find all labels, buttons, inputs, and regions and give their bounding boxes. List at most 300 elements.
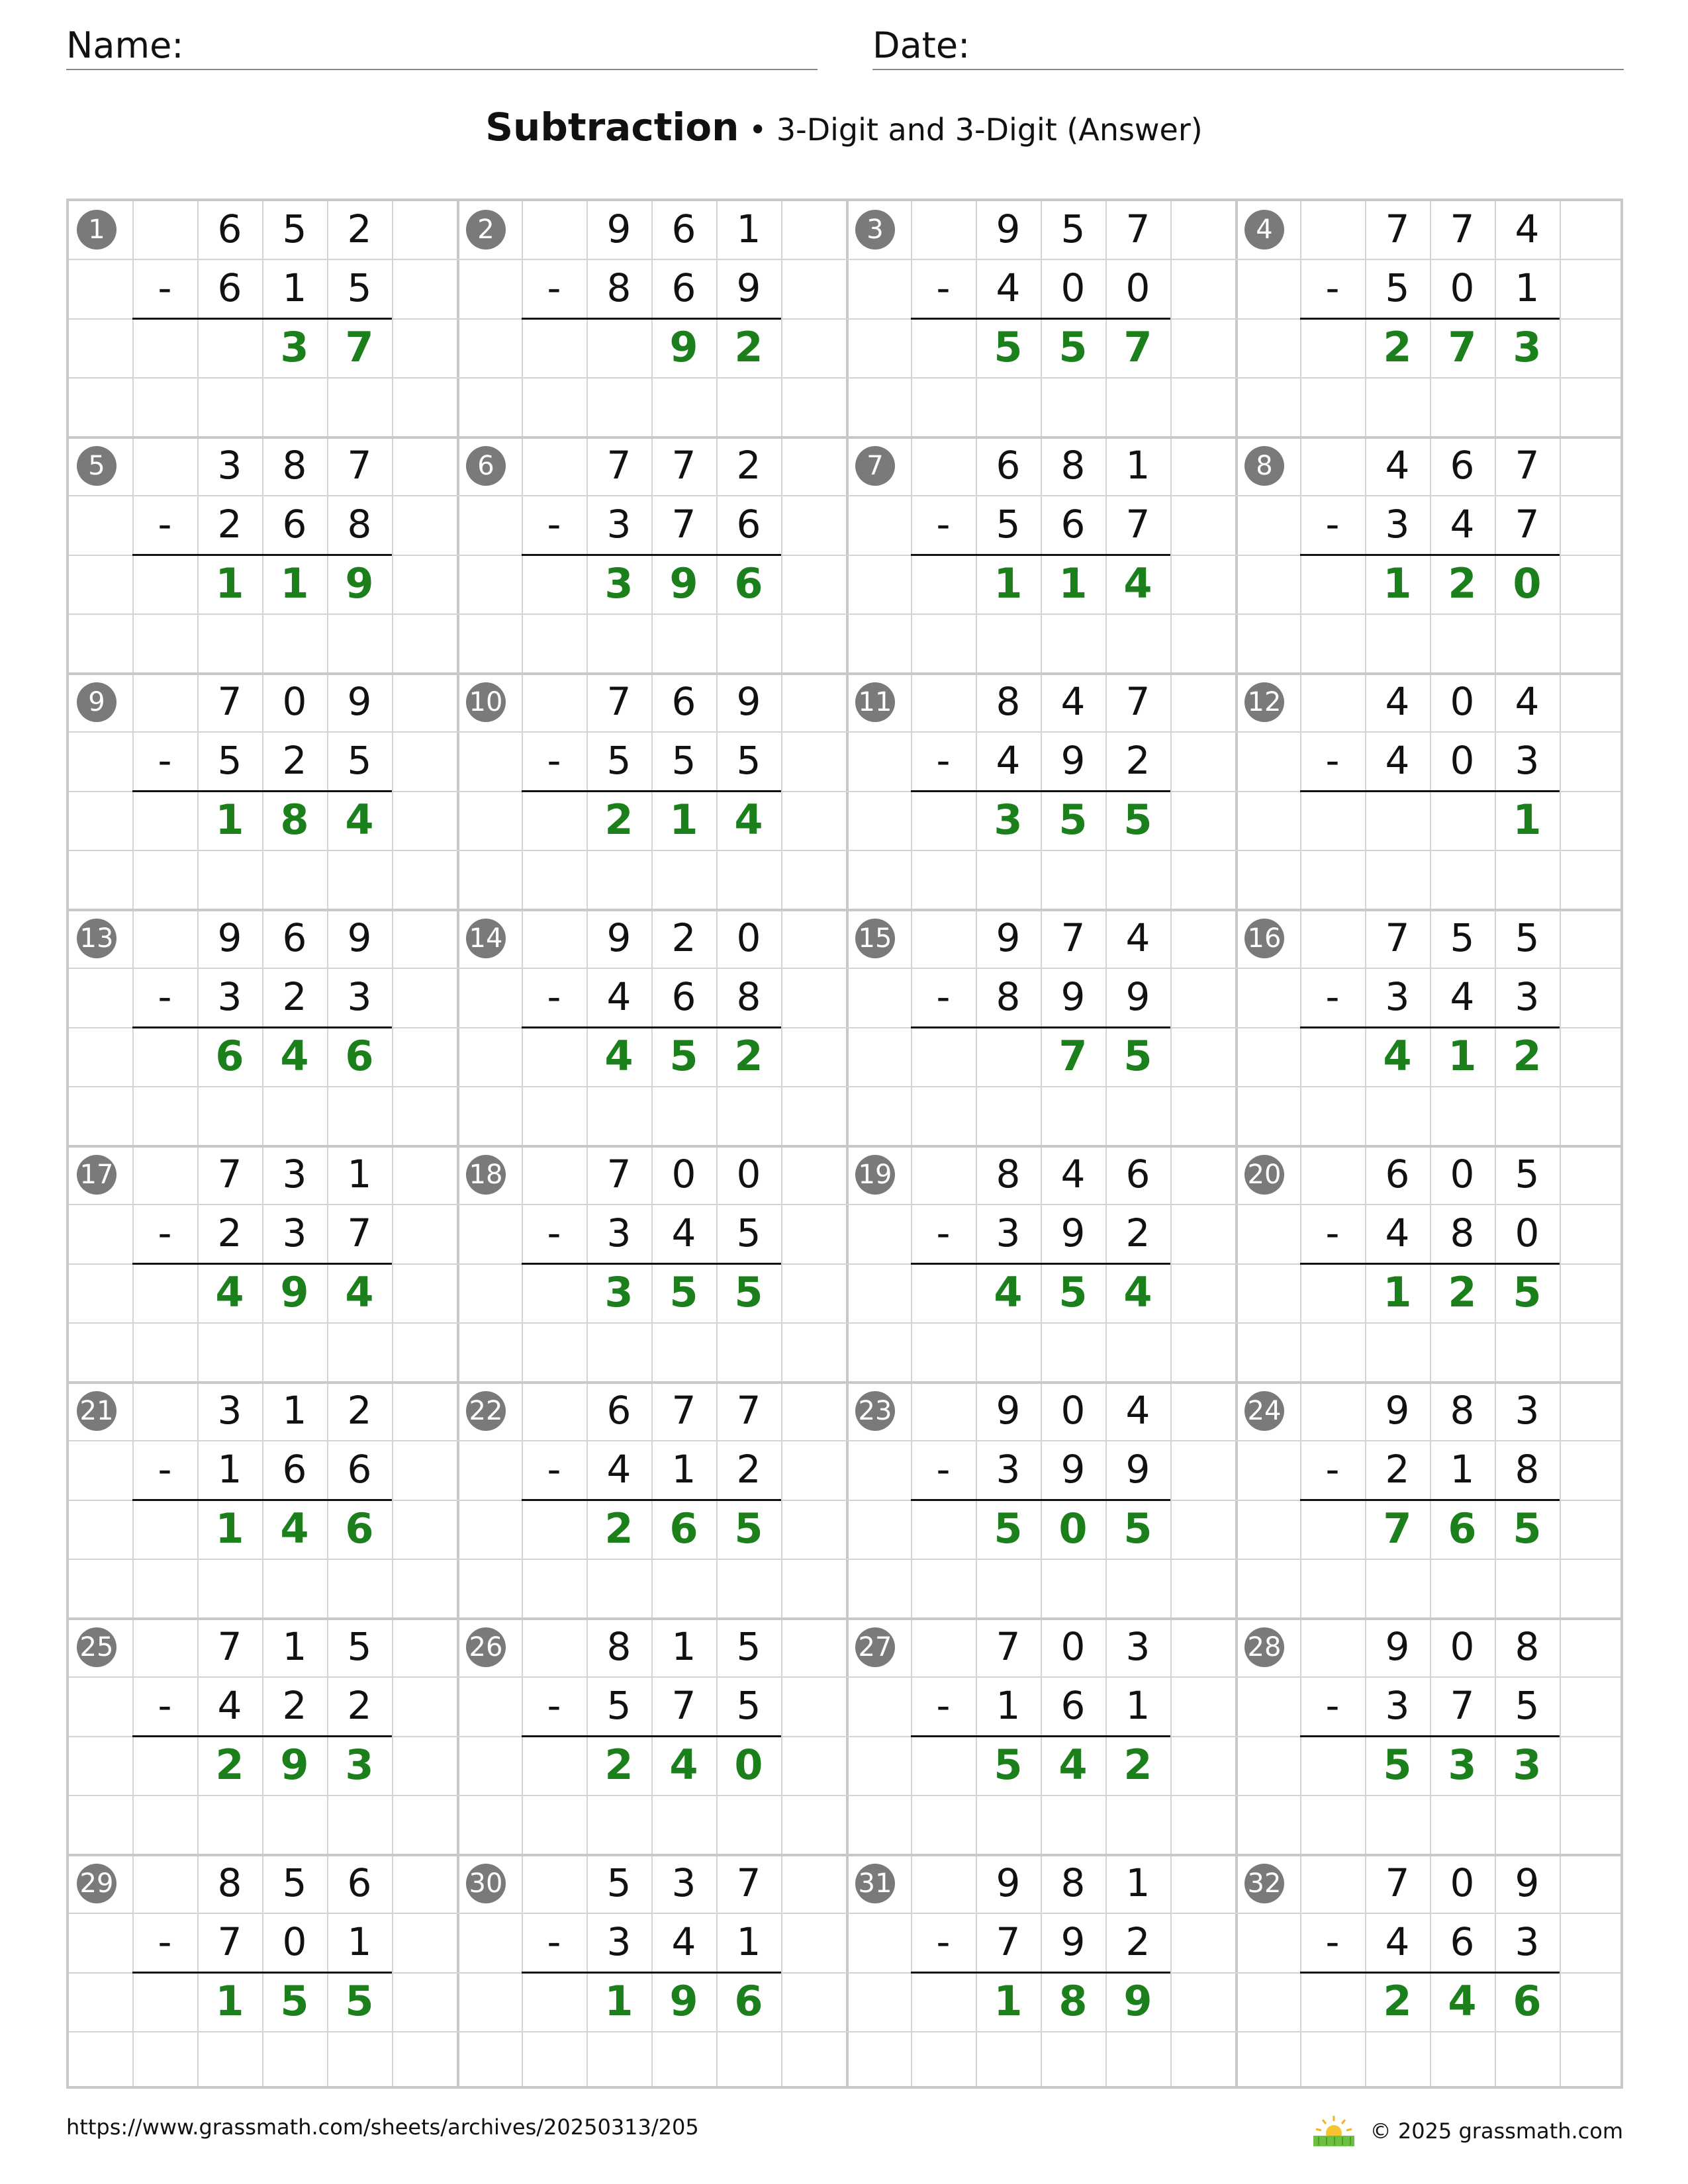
answer-digit: 5 bbox=[994, 1504, 1023, 1553]
minuend-digit: 7 bbox=[1385, 206, 1410, 251]
subtrahend-digit: 3 bbox=[217, 974, 242, 1019]
answer-digit: 5 bbox=[1058, 323, 1088, 371]
problem bbox=[1235, 436, 1624, 672]
problem bbox=[1235, 200, 1624, 436]
problem bbox=[1235, 1145, 1624, 1381]
problem bbox=[846, 1381, 1235, 1617]
problem bbox=[68, 909, 457, 1145]
subtrahend-digit: 8 bbox=[606, 265, 632, 310]
subtrahend-digit: 3 bbox=[606, 502, 632, 547]
minuend-digit: 9 bbox=[1515, 1860, 1540, 1905]
answer-digit: 1 bbox=[1058, 559, 1088, 608]
answer-digit: 3 bbox=[1513, 323, 1542, 371]
minus-sign: - bbox=[547, 738, 561, 783]
problem-number-badge: 28 bbox=[1244, 1627, 1284, 1667]
answer-digit: 5 bbox=[1513, 1268, 1542, 1316]
subtrahend-digit: 6 bbox=[347, 1447, 372, 1492]
subtrahend-digit: 0 bbox=[1125, 265, 1150, 310]
answer-digit: 4 bbox=[1123, 1268, 1152, 1316]
answer-digit: 5 bbox=[280, 1977, 309, 2025]
minuend-digit: 9 bbox=[996, 206, 1021, 251]
subtrahend-digit: 2 bbox=[282, 738, 307, 783]
answer-digit: 3 bbox=[280, 323, 309, 371]
minuend-digit: 4 bbox=[1060, 1152, 1086, 1197]
answer-digit: 1 bbox=[215, 559, 244, 608]
answer-digit: 3 bbox=[994, 796, 1023, 844]
minuend-digit: 7 bbox=[1125, 206, 1150, 251]
problem-number-badge: 2 bbox=[466, 210, 506, 250]
subtrahend-digit: 9 bbox=[736, 265, 761, 310]
subtrahend-digit: 4 bbox=[1385, 1919, 1410, 1964]
answer-digit: 2 bbox=[604, 796, 633, 844]
subtrahend-digit: 0 bbox=[1450, 738, 1475, 783]
footer-copyright-block bbox=[1311, 2115, 1623, 2148]
problem-number-badge: 18 bbox=[466, 1155, 506, 1195]
minuend-digit: 6 bbox=[282, 915, 307, 960]
subtrahend-digit: 1 bbox=[347, 1919, 372, 1964]
minuend-digit: 6 bbox=[1450, 443, 1475, 488]
subtrahend-digit: 2 bbox=[736, 1447, 761, 1492]
subtrahend-digit: 4 bbox=[606, 974, 632, 1019]
answer-digit: 4 bbox=[1383, 1032, 1412, 1080]
answer-digit: 1 bbox=[1383, 1268, 1412, 1316]
subtrahend-digit: 9 bbox=[1125, 1447, 1150, 1492]
subtrahend-digit: 6 bbox=[736, 502, 761, 547]
minuend-digit: 0 bbox=[671, 1152, 696, 1197]
subtrahend-digit: 9 bbox=[1125, 974, 1150, 1019]
problem-number-badge: 31 bbox=[855, 1864, 895, 1903]
answer-digit: 9 bbox=[345, 559, 374, 608]
subtrahend-digit: 5 bbox=[1515, 1683, 1540, 1728]
minuend-digit: 5 bbox=[1515, 915, 1540, 960]
minuend-digit: 6 bbox=[606, 1388, 632, 1433]
answer-digit: 9 bbox=[280, 1268, 309, 1316]
minuend-digit: 0 bbox=[1450, 1860, 1475, 1905]
subtrahend-digit: 2 bbox=[217, 502, 242, 547]
problem bbox=[68, 1381, 457, 1617]
problem-number-badge: 11 bbox=[855, 682, 895, 722]
answer-digit: 1 bbox=[1513, 796, 1542, 844]
minuend-digit: 9 bbox=[217, 915, 242, 960]
subtrahend-digit: 4 bbox=[1450, 974, 1475, 1019]
answer-digit: 3 bbox=[345, 1741, 374, 1789]
minuend-digit: 9 bbox=[347, 915, 372, 960]
minuend-digit: 9 bbox=[736, 679, 761, 724]
minuend-digit: 1 bbox=[1125, 1860, 1150, 1905]
minuend-digit: 5 bbox=[1515, 1152, 1540, 1197]
minuend-digit: 1 bbox=[736, 206, 761, 251]
subtrahend-digit: 2 bbox=[282, 1683, 307, 1728]
answer-digit: 5 bbox=[1058, 1268, 1088, 1316]
problem bbox=[457, 1854, 846, 2090]
minuend-digit: 5 bbox=[282, 206, 307, 251]
subtrahend-digit: 6 bbox=[217, 265, 242, 310]
subtrahend-digit: 1 bbox=[282, 265, 307, 310]
minus-sign: - bbox=[1325, 1447, 1340, 1492]
problem bbox=[457, 672, 846, 909]
answer-digit: 9 bbox=[669, 323, 698, 371]
minus-sign: - bbox=[158, 738, 172, 783]
minus-sign: - bbox=[547, 502, 561, 547]
answer-digit: 3 bbox=[1448, 1741, 1477, 1789]
subtrahend-digit: 3 bbox=[606, 1919, 632, 1964]
minuend-digit: 0 bbox=[282, 679, 307, 724]
answer-digit: 0 bbox=[734, 1741, 763, 1789]
problem-number-badge: 29 bbox=[77, 1864, 117, 1903]
minus-sign: - bbox=[547, 1210, 561, 1255]
answer-digit: 1 bbox=[280, 559, 309, 608]
subtrahend-digit: 7 bbox=[347, 1210, 372, 1255]
minuend-digit: 8 bbox=[282, 443, 307, 488]
subtrahend-digit: 3 bbox=[1385, 1683, 1410, 1728]
answer-digit: 2 bbox=[1383, 323, 1412, 371]
date-label: Date: bbox=[872, 24, 970, 66]
minus-sign: - bbox=[547, 1447, 561, 1492]
problem bbox=[68, 672, 457, 909]
subtrahend-digit: 2 bbox=[1385, 1447, 1410, 1492]
minuend-digit: 0 bbox=[736, 1152, 761, 1197]
subtrahend-digit: 5 bbox=[217, 738, 242, 783]
answer-digit: 7 bbox=[1058, 1032, 1088, 1080]
problem-number-badge: 22 bbox=[466, 1391, 506, 1431]
name-line bbox=[66, 69, 818, 70]
answer-digit: 2 bbox=[604, 1741, 633, 1789]
subtrahend-digit: 1 bbox=[1125, 1683, 1150, 1728]
minuend-digit: 7 bbox=[671, 443, 696, 488]
sun-over-grass-icon bbox=[1311, 2115, 1357, 2148]
problem-number-badge: 13 bbox=[77, 919, 117, 958]
problem-number-badge: 8 bbox=[1244, 446, 1284, 486]
minuend-digit: 4 bbox=[1385, 679, 1410, 724]
minuend-digit: 6 bbox=[1385, 1152, 1410, 1197]
subtrahend-digit: 6 bbox=[282, 502, 307, 547]
answer-digit: 6 bbox=[1448, 1504, 1477, 1553]
minuend-digit: 7 bbox=[217, 1152, 242, 1197]
subtrahend-digit: 3 bbox=[282, 1210, 307, 1255]
subtrahend-digit: 5 bbox=[1385, 265, 1410, 310]
minuend-digit: 9 bbox=[996, 1860, 1021, 1905]
answer-digit: 4 bbox=[1448, 1977, 1477, 2025]
minus-sign: - bbox=[1325, 502, 1340, 547]
minus-sign: - bbox=[547, 1683, 561, 1728]
subtrahend-digit: 9 bbox=[1060, 738, 1086, 783]
answer-digit: 5 bbox=[1513, 1504, 1542, 1553]
subtrahend-digit: 2 bbox=[282, 974, 307, 1019]
subtrahend-digit: 3 bbox=[606, 1210, 632, 1255]
minuend-digit: 1 bbox=[671, 1624, 696, 1669]
subtrahend-digit: 3 bbox=[996, 1210, 1021, 1255]
problem-number-badge: 19 bbox=[855, 1155, 895, 1195]
answer-digit: 3 bbox=[604, 559, 633, 608]
answer-digit: 2 bbox=[1513, 1032, 1542, 1080]
minuend-digit: 3 bbox=[671, 1860, 696, 1905]
minus-sign: - bbox=[1325, 265, 1340, 310]
title-subtitle: • 3-Digit and 3-Digit (Answer) bbox=[739, 112, 1203, 148]
footer-url: https://www.grassmath.com/sheets/archives/20250313/205 bbox=[66, 2115, 699, 2140]
subtrahend-digit: 6 bbox=[671, 974, 696, 1019]
problem bbox=[68, 200, 457, 436]
answer-digit: 1 bbox=[994, 1977, 1023, 2025]
minus-sign: - bbox=[936, 1683, 951, 1728]
problem bbox=[68, 1145, 457, 1381]
minuend-digit: 8 bbox=[996, 679, 1021, 724]
subtrahend-digit: 5 bbox=[347, 265, 372, 310]
subtrahend-digit: 1 bbox=[217, 1447, 242, 1492]
subtrahend-digit: 4 bbox=[1450, 502, 1475, 547]
answer-digit: 3 bbox=[1513, 1741, 1542, 1789]
subtrahend-digit: 2 bbox=[347, 1683, 372, 1728]
answer-digit: 8 bbox=[1058, 1977, 1088, 2025]
minus-sign: - bbox=[936, 1210, 951, 1255]
subtrahend-digit: 8 bbox=[1450, 1210, 1475, 1255]
subtrahend-digit: 6 bbox=[671, 265, 696, 310]
problem-number-badge: 10 bbox=[466, 682, 506, 722]
minuend-digit: 3 bbox=[217, 1388, 242, 1433]
subtrahend-digit: 6 bbox=[282, 1447, 307, 1492]
problem bbox=[68, 436, 457, 672]
subtrahend-digit: 8 bbox=[996, 974, 1021, 1019]
problem-number-badge: 14 bbox=[466, 919, 506, 958]
subtrahend-digit: 4 bbox=[606, 1447, 632, 1492]
minuend-digit: 8 bbox=[1450, 1388, 1475, 1433]
subtrahend-digit: 8 bbox=[1515, 1447, 1540, 1492]
minus-sign: - bbox=[936, 1447, 951, 1492]
name-field[interactable] bbox=[66, 24, 818, 70]
answer-digit: 4 bbox=[280, 1504, 309, 1553]
problem-number-badge: 4 bbox=[1244, 210, 1284, 250]
answer-digit: 5 bbox=[734, 1268, 763, 1316]
subtrahend-digit: 9 bbox=[1060, 1447, 1086, 1492]
minuend-digit: 7 bbox=[606, 443, 632, 488]
minuend-digit: 7 bbox=[217, 1624, 242, 1669]
subtrahend-digit: 5 bbox=[736, 1210, 761, 1255]
subtrahend-digit: 1 bbox=[1450, 1447, 1475, 1492]
answer-digit: 4 bbox=[345, 796, 374, 844]
problem bbox=[457, 909, 846, 1145]
answer-digit: 2 bbox=[734, 323, 763, 371]
problem bbox=[457, 1617, 846, 1854]
minuend-digit: 9 bbox=[606, 206, 632, 251]
minuend-digit: 7 bbox=[996, 1624, 1021, 1669]
minus-sign: - bbox=[936, 265, 951, 310]
minuend-digit: 8 bbox=[1515, 1624, 1540, 1669]
worksheet-title bbox=[0, 105, 1688, 150]
minuend-digit: 1 bbox=[282, 1624, 307, 1669]
answer-digit: 9 bbox=[669, 559, 698, 608]
problem bbox=[846, 200, 1235, 436]
subtrahend-digit: 0 bbox=[1515, 1210, 1540, 1255]
problem-number-badge: 27 bbox=[855, 1627, 895, 1667]
problem bbox=[1235, 909, 1624, 1145]
answer-digit: 2 bbox=[1448, 559, 1477, 608]
subtrahend-digit: 3 bbox=[1515, 1919, 1540, 1964]
answer-digit: 4 bbox=[345, 1268, 374, 1316]
answer-digit: 4 bbox=[215, 1268, 244, 1316]
minuend-digit: 6 bbox=[996, 443, 1021, 488]
minuend-digit: 0 bbox=[736, 915, 761, 960]
problem-number-badge: 17 bbox=[77, 1155, 117, 1195]
subtrahend-digit: 5 bbox=[606, 1683, 632, 1728]
answer-digit: 9 bbox=[280, 1741, 309, 1789]
problem-number-badge: 30 bbox=[466, 1864, 506, 1903]
answer-digit: 1 bbox=[215, 1977, 244, 2025]
minuend-digit: 6 bbox=[1125, 1152, 1150, 1197]
answer-digit: 4 bbox=[734, 796, 763, 844]
problem bbox=[846, 1617, 1235, 1854]
subtrahend-digit: 4 bbox=[1385, 738, 1410, 783]
minuend-digit: 4 bbox=[1515, 679, 1540, 724]
subtrahend-digit: 1 bbox=[996, 1683, 1021, 1728]
minuend-digit: 8 bbox=[1060, 443, 1086, 488]
answer-digit: 0 bbox=[1513, 559, 1542, 608]
minuend-digit: 6 bbox=[217, 206, 242, 251]
minuend-digit: 2 bbox=[347, 206, 372, 251]
problem-number-badge: 7 bbox=[855, 446, 895, 486]
minuend-digit: 3 bbox=[1515, 1388, 1540, 1433]
problem-number-badge: 12 bbox=[1244, 682, 1284, 722]
answer-digit: 5 bbox=[1123, 1504, 1152, 1553]
minuend-digit: 9 bbox=[347, 679, 372, 724]
answer-digit: 5 bbox=[994, 1741, 1023, 1789]
subtrahend-digit: 8 bbox=[736, 974, 761, 1019]
minuend-digit: 0 bbox=[1450, 1624, 1475, 1669]
minuend-digit: 6 bbox=[671, 206, 696, 251]
problem bbox=[68, 1854, 457, 2090]
subtrahend-digit: 0 bbox=[1450, 265, 1475, 310]
subtrahend-digit: 7 bbox=[1450, 1683, 1475, 1728]
subtrahend-digit: 5 bbox=[996, 502, 1021, 547]
minus-sign: - bbox=[158, 502, 172, 547]
answer-digit: 5 bbox=[994, 323, 1023, 371]
minuend-digit: 4 bbox=[1125, 1388, 1150, 1433]
subtrahend-digit: 2 bbox=[1125, 1210, 1150, 1255]
subtrahend-digit: 4 bbox=[1385, 1210, 1410, 1255]
minus-sign: - bbox=[1325, 1919, 1340, 1964]
minuend-digit: 6 bbox=[347, 1860, 372, 1905]
minus-sign: - bbox=[936, 1919, 951, 1964]
subtrahend-digit: 0 bbox=[282, 1919, 307, 1964]
answer-digit: 5 bbox=[1123, 796, 1152, 844]
answer-digit: 7 bbox=[345, 323, 374, 371]
minus-sign: - bbox=[936, 738, 951, 783]
problem-number-badge: 32 bbox=[1244, 1864, 1284, 1903]
problem-number-badge: 24 bbox=[1244, 1391, 1284, 1431]
subtrahend-digit: 9 bbox=[1060, 974, 1086, 1019]
footer-copyright: © 2025 grassmath.com bbox=[1370, 2118, 1623, 2144]
subtrahend-digit: 7 bbox=[1515, 502, 1540, 547]
minuend-digit: 7 bbox=[1125, 679, 1150, 724]
subtrahend-digit: 4 bbox=[671, 1919, 696, 1964]
minuend-digit: 7 bbox=[736, 1860, 761, 1905]
date-line bbox=[872, 69, 1624, 70]
worksheet-grid bbox=[66, 199, 1623, 2089]
minus-sign: - bbox=[936, 974, 951, 1019]
subtrahend-digit: 7 bbox=[996, 1919, 1021, 1964]
problem-number-badge: 26 bbox=[466, 1627, 506, 1667]
subtrahend-digit: 4 bbox=[996, 265, 1021, 310]
subtrahend-digit: 5 bbox=[347, 738, 372, 783]
answer-digit: 2 bbox=[1448, 1268, 1477, 1316]
problem-number-badge: 20 bbox=[1244, 1155, 1284, 1195]
minus-sign: - bbox=[158, 1447, 172, 1492]
minus-sign: - bbox=[1325, 1683, 1340, 1728]
problem bbox=[846, 1145, 1235, 1381]
answer-digit: 1 bbox=[669, 796, 698, 844]
answer-digit: 5 bbox=[1383, 1741, 1412, 1789]
problem bbox=[457, 1381, 846, 1617]
minuend-digit: 5 bbox=[606, 1860, 632, 1905]
answer-digit: 1 bbox=[1383, 559, 1412, 608]
problem bbox=[846, 1854, 1235, 2090]
answer-digit: 2 bbox=[215, 1741, 244, 1789]
minus-sign: - bbox=[158, 1683, 172, 1728]
answer-digit: 9 bbox=[1123, 1977, 1152, 2025]
answer-digit: 4 bbox=[669, 1741, 698, 1789]
minuend-digit: 6 bbox=[671, 679, 696, 724]
subtrahend-digit: 6 bbox=[1450, 1919, 1475, 1964]
subtrahend-digit: 6 bbox=[1060, 1683, 1086, 1728]
subtrahend-digit: 2 bbox=[1125, 738, 1150, 783]
subtrahend-digit: 9 bbox=[1060, 1919, 1086, 1964]
minus-sign: - bbox=[936, 502, 951, 547]
problem bbox=[846, 909, 1235, 1145]
answer-digit: 7 bbox=[1448, 323, 1477, 371]
subtrahend-digit: 5 bbox=[606, 738, 632, 783]
answer-digit: 9 bbox=[669, 1977, 698, 2025]
minuend-digit: 8 bbox=[606, 1624, 632, 1669]
problem-number-badge: 1 bbox=[77, 210, 117, 250]
minuend-digit: 9 bbox=[996, 915, 1021, 960]
subtrahend-digit: 4 bbox=[671, 1210, 696, 1255]
answer-digit: 1 bbox=[604, 1977, 633, 2025]
minuend-digit: 5 bbox=[1060, 206, 1086, 251]
answer-digit: 5 bbox=[669, 1032, 698, 1080]
minuend-digit: 4 bbox=[1385, 443, 1410, 488]
minuend-digit: 4 bbox=[1515, 206, 1540, 251]
answer-digit: 6 bbox=[1513, 1977, 1542, 2025]
answer-digit: 4 bbox=[994, 1268, 1023, 1316]
problem-number-badge: 23 bbox=[855, 1391, 895, 1431]
problem-number-badge: 21 bbox=[77, 1391, 117, 1431]
minuend-digit: 7 bbox=[1385, 1860, 1410, 1905]
subtrahend-digit: 7 bbox=[671, 502, 696, 547]
problem-number-badge: 5 bbox=[77, 446, 117, 486]
minuend-digit: 3 bbox=[217, 443, 242, 488]
subtrahend-digit: 3 bbox=[996, 1447, 1021, 1492]
date-field[interactable] bbox=[872, 24, 1624, 70]
problem-number-badge: 6 bbox=[466, 446, 506, 486]
minuend-digit: 7 bbox=[1515, 443, 1540, 488]
minuend-digit: 7 bbox=[606, 1152, 632, 1197]
answer-digit: 5 bbox=[669, 1268, 698, 1316]
answer-digit: 4 bbox=[604, 1032, 633, 1080]
answer-digit: 2 bbox=[1383, 1977, 1412, 2025]
answer-digit: 2 bbox=[604, 1504, 633, 1553]
subtrahend-digit: 1 bbox=[736, 1919, 761, 1964]
minus-sign: - bbox=[158, 974, 172, 1019]
minuend-digit: 0 bbox=[1060, 1388, 1086, 1433]
minus-sign: - bbox=[1325, 738, 1340, 783]
answer-digit: 8 bbox=[280, 796, 309, 844]
subtrahend-digit: 6 bbox=[1060, 502, 1086, 547]
answer-digit: 4 bbox=[1123, 559, 1152, 608]
problem bbox=[1235, 1617, 1624, 1854]
answer-digit: 2 bbox=[734, 1032, 763, 1080]
answer-digit: 6 bbox=[734, 1977, 763, 2025]
minuend-digit: 7 bbox=[1450, 206, 1475, 251]
subtrahend-digit: 3 bbox=[347, 974, 372, 1019]
subtrahend-digit: 7 bbox=[671, 1683, 696, 1728]
